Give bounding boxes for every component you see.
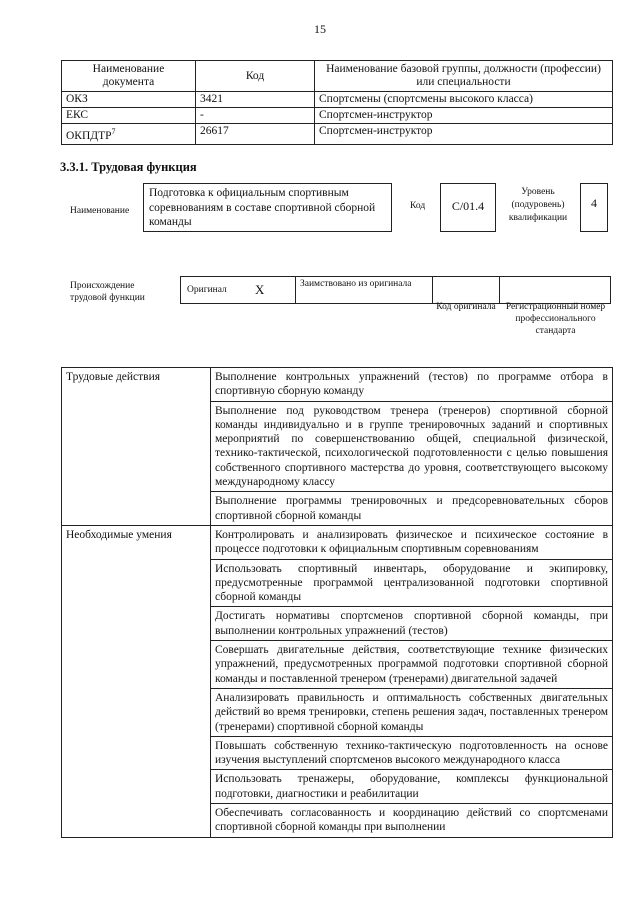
doc-name: ОКПДТР — [66, 129, 112, 142]
borrowed-cell: Заимствовано из оригинала — [295, 276, 433, 304]
table-row — [62, 525, 613, 559]
labor-action-item: Выполнение под руководством тренера (тренеров) спортивной сборной команды индивидуально и в группе тренировочных заданий и спортивных мероприятий по совершенствованию общей, специальной физической, технико-тактической, психологической подготовленности с целью повышения собственного спортивного мастерства до уровня, соответствующего высокому международному классу — [211, 401, 613, 492]
classification-table — [61, 60, 613, 145]
header-document: Наименование документа — [62, 61, 196, 92]
header-code: Код — [196, 61, 315, 92]
header-group-name: Наименование базовой группы, должности (профессии) или специальности — [315, 61, 613, 92]
table-row — [62, 368, 613, 402]
level-box: 4 — [580, 183, 608, 232]
name-cell: Спортсмен-инструктор — [315, 108, 613, 124]
labor-actions-label: Трудовые действия — [62, 368, 211, 526]
name-label: Наименование — [70, 206, 130, 216]
skill-item: Использовать спортивный инвентарь, оборудование и экипировку, предусмотренные программой централизованной подготовки спортивной сборной команды — [211, 559, 613, 607]
code-label: Код — [410, 201, 426, 211]
level-label: Уровень (подуровень) квалификации — [508, 187, 568, 223]
original-cell — [180, 276, 296, 304]
labor-action-item: Выполнение программы тренировочных и предсоревновательных сборов спортивной сборной команды — [211, 492, 613, 526]
skills-label: Необходимые умения — [62, 525, 211, 837]
skill-item: Повышать собственную технико-тактическую подготовленность на основе изучения выступлений спортсменов высокого международного класса — [211, 736, 613, 770]
reg-number-cell — [499, 276, 611, 304]
code-original-cell — [432, 276, 500, 304]
doc-cell: ЕКС — [62, 108, 196, 124]
code-cell: 26617 — [196, 124, 315, 145]
skill-item: Использовать тренажеры, оборудование, комплексы функциональной подготовки, диагностики и реабилитации — [211, 770, 613, 804]
skill-item: Достигать нормативы спортсменов спортивной сборной команды, при выполнении контрольных упражнений (тестов) — [211, 607, 613, 641]
code-cell: 3421 — [196, 92, 315, 108]
code-cell: - — [196, 108, 315, 124]
table-row — [62, 124, 613, 145]
skill-item: Контролировать и анализировать физическое и психическое состояние в процессе подготовки к официальным спортивным соревнованиям — [211, 525, 613, 559]
original-mark: X — [255, 282, 265, 297]
doc-cell: ОКЗ — [62, 92, 196, 108]
name-cell: Спортсмены (спортсмены высокого класса) — [315, 92, 613, 108]
skill-item: Совершать двигательные действия, соответствующие технике физических упражнений, предусмотренных программой подготовки спортивной сборной команды и поставленной тренером (тренерами) двигательной задачей — [211, 641, 613, 689]
code-original-label: Код оригинала — [436, 302, 496, 312]
table-row — [62, 92, 613, 108]
original-label: Оригинал — [187, 285, 227, 295]
section-title: 3.3.1. Трудовая функция — [60, 160, 197, 174]
doc-cell — [62, 124, 196, 145]
page-number: 15 — [314, 22, 326, 36]
labor-action-item: Выполнение контрольных упражнений (тестов) по программе отбора в спортивную сборную команду — [211, 368, 613, 402]
skill-item: Обеспечивать согласованность и координацию действий со спортсменами спортивной сборной команды при выполнении — [211, 804, 613, 838]
skill-item: Анализировать правильность и оптимальность собственных двигательных действий во время тренировки, степень решения задач, поставленных тренером (тренерами) спортивной сборной команды — [211, 688, 613, 736]
origin-label: Происхождение трудовой функции — [70, 281, 145, 303]
name-cell: Спортсмен-инструктор — [315, 124, 613, 145]
function-code-box: С/01.4 — [440, 183, 496, 232]
table-row — [62, 108, 613, 124]
function-details-table — [61, 367, 613, 838]
footnote-mark: 7 — [111, 127, 116, 136]
reg-number-label: Регистрационный номер профессионального стандарта — [505, 302, 606, 336]
function-name-box: Подготовка к официальным спортивным соревнованиям в составе спортивной сборной команды — [143, 183, 392, 232]
